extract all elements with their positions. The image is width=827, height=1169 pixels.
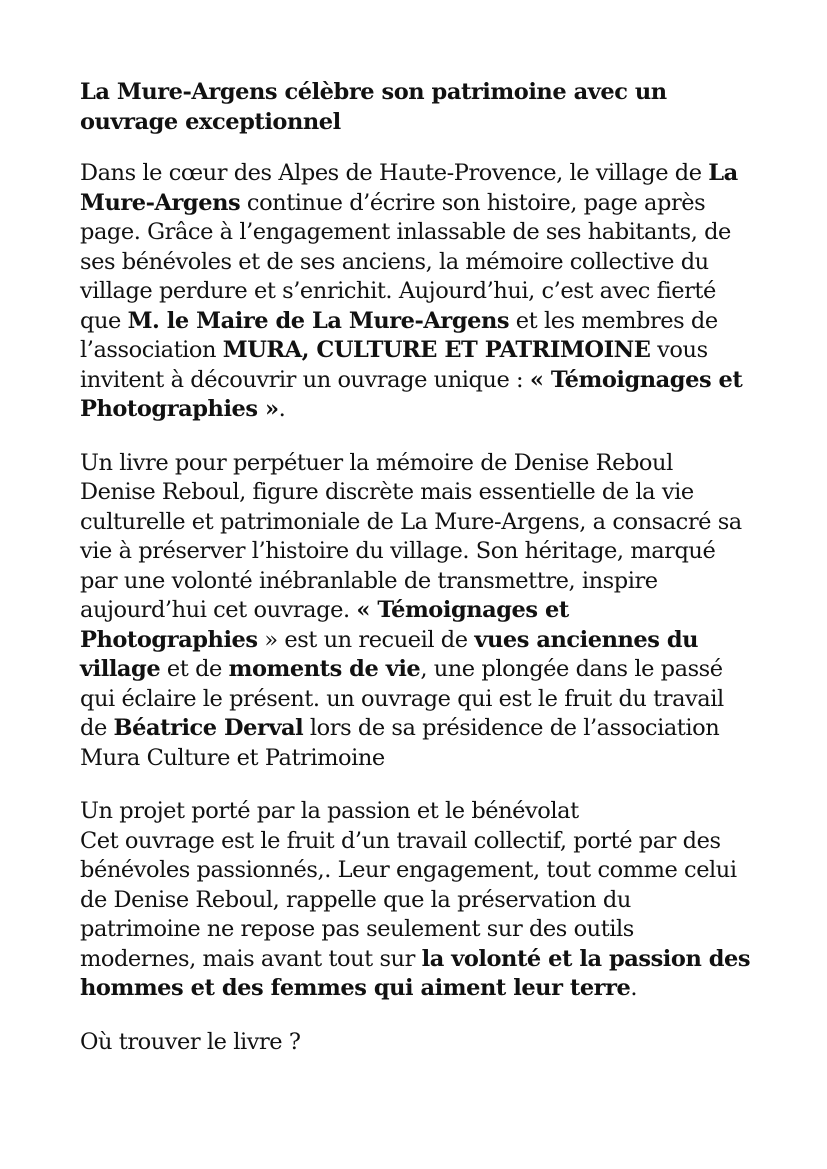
document-page — [80, 78, 752, 1081]
life-moments-phrase: moments de vie — [228, 656, 421, 682]
memory-text-4: , une plongée dans le passé qui éclaire le présent. un ouvrage qui est le fruit du travail de — [80, 656, 724, 741]
memory-heading: Un livre pour perpétuer la mémoire de Denise Reboul — [80, 449, 673, 476]
association-name: MURA, CULTURE ET PATRIMOINE — [222, 337, 651, 363]
book-title-mention: « Témoignages et Photographies — [80, 597, 569, 653]
mayor-name: M. le Maire de La Mure-Argens — [127, 307, 510, 334]
memory-text-1: Denise Reboul, figure discrète mais essentielle de la vie culturelle et patrimoniale de La Mure-Argens, a consacré sa vie à préserver l’histoire du village. Son héritage, marqué par une volonté inébranlable de transmettre, inspire aujourd’hui cet ouvrage. — [80, 479, 742, 623]
where-to-find-paragraph: Où trouver le livre ? — [80, 1028, 301, 1055]
project-paragraph — [80, 797, 752, 1004]
memory-paragraph — [80, 449, 752, 774]
intro-text-1: Dans le cœur des Alpes de Haute-Provence, le village de — [80, 160, 709, 186]
article-title: La Mure-Argens célèbre son patrimoine avec un ouvrage exceptionnel — [80, 79, 667, 135]
author-name: Béatrice Derval — [113, 715, 304, 741]
memory-text-3: et de — [160, 656, 229, 682]
intro-text-2: continue d’écrire son histoire, page après page. Grâce à l’engagement inlassable de ses habitants, de ses bénévoles et de ses anciens, la mémoire collective du village perdure et s’enrichit. Aujourd’hui, c’est avec fierté que — [80, 189, 731, 334]
project-text-2: . — [630, 975, 638, 1001]
passion-phrase: la volonté et la passion des hommes et des femmes qui aiment leur terre — [80, 945, 751, 1001]
intro-paragraph — [80, 159, 752, 425]
old-views-phrase: vues anciennes du village — [80, 626, 699, 682]
intro-text-5: . — [278, 396, 286, 422]
memory-text-5: lors de sa présidence de l’association Mura Culture et Patrimoine — [80, 715, 720, 771]
project-heading: Un projet porté par la passion et le bénévolat — [80, 798, 579, 824]
book-title: « Témoignages et Photographies » — [80, 366, 743, 422]
intro-text-4: vous invitent à découvrir un ouvrage unique : — [80, 337, 708, 393]
project-text-1: Cet ouvrage est le fruit d’un travail collectif, porté par des bénévoles passionnés,. Leur engagement, tout comme celui de Denise Reboul, rappelle que la préservation du patrimoine ne repose pas seulement sur des outils modernes, mais avant tout sur — [80, 827, 737, 972]
intro-text-3: et les membres de l’association — [80, 307, 718, 363]
memory-text-2: » est un recueil de — [257, 626, 475, 653]
village-name: La Mure-Argens — [80, 160, 738, 216]
